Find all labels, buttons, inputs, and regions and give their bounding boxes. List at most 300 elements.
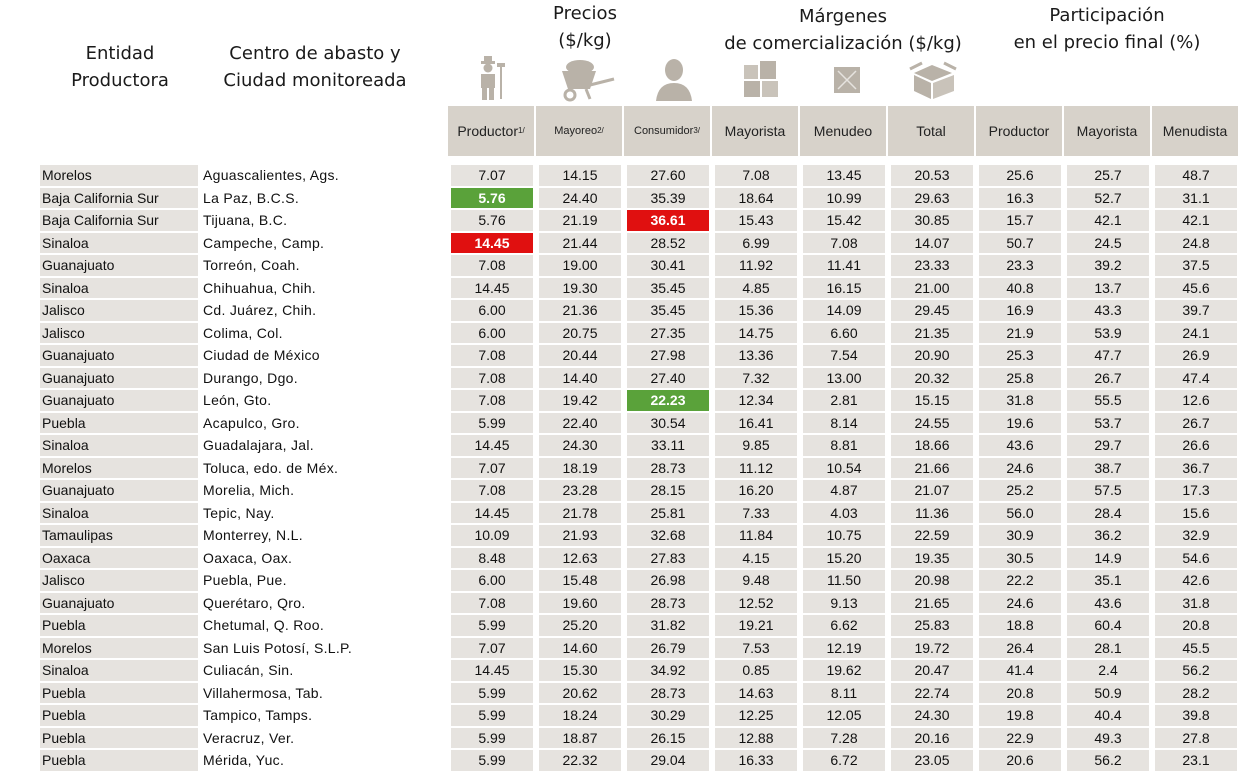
- entidad-cell: Guanajuato: [40, 255, 198, 276]
- ciudad-cell: Morelia, Mich.: [203, 482, 295, 498]
- value-cell: 20.44: [539, 345, 621, 366]
- value-cell: 14.45: [451, 233, 533, 254]
- value-cell: 50.9: [1067, 683, 1149, 704]
- header-margenes-line2: de comercialización ($/kg): [724, 33, 962, 54]
- entidad-cell: Guanajuato: [40, 345, 198, 366]
- value-cell: 26.79: [627, 638, 709, 659]
- value-cell: 10.54: [803, 458, 885, 479]
- value-cell: 5.99: [451, 683, 533, 704]
- ciudad-cell: Querétaro, Qro.: [203, 594, 306, 611]
- value-cell: 28.1: [1067, 638, 1149, 659]
- value-cell: 21.78: [539, 503, 621, 524]
- value-cell: 10.09: [451, 525, 533, 546]
- value-cell: 57.5: [1067, 480, 1149, 501]
- value-cell: 2.4: [1067, 660, 1149, 681]
- value-cell: 19.62: [803, 660, 885, 681]
- value-cell: 55.5: [1067, 390, 1149, 411]
- value-cell: 38.7: [1067, 458, 1149, 479]
- consumer-icon: [650, 55, 700, 103]
- value-cell: 20.75: [539, 323, 621, 344]
- entidad-cell: Puebla: [40, 705, 198, 726]
- value-cell: 47.4: [1155, 368, 1237, 389]
- value-cell: 24.55: [891, 413, 973, 434]
- ciudad-cell: Guadalajara, Jal.: [203, 437, 314, 453]
- value-cell: 23.05: [891, 750, 973, 771]
- ciudad-cell: San Luis Potosí, S.L.P.: [203, 639, 353, 656]
- box-icon: [908, 55, 958, 103]
- value-cell: 15.48: [539, 570, 621, 591]
- value-cell: 5.99: [451, 750, 533, 771]
- value-cell: 21.65: [891, 593, 973, 614]
- table-row: [0, 209, 1259, 232]
- value-cell: 12.05: [803, 705, 885, 726]
- value-cell: 29.04: [627, 750, 709, 771]
- value-cell: 20.62: [539, 683, 621, 704]
- value-cell: 8.81: [803, 435, 885, 456]
- value-cell: 6.62: [803, 615, 885, 636]
- value-cell: 25.3: [979, 345, 1061, 366]
- value-cell: 15.30: [539, 660, 621, 681]
- wheelbarrow-icon: [556, 55, 620, 103]
- value-cell: 43.6: [979, 435, 1061, 456]
- entidad-cell: Puebla: [40, 615, 198, 636]
- value-cell: 9.85: [715, 435, 797, 456]
- value-cell: 21.9: [979, 323, 1061, 344]
- table-row: [0, 412, 1259, 435]
- value-cell: 28.73: [627, 458, 709, 479]
- table-row: [0, 502, 1259, 525]
- value-cell: 30.9: [979, 525, 1061, 546]
- entidad-cell: Morelos: [40, 458, 198, 479]
- value-cell: 30.41: [627, 255, 709, 276]
- entidad-cell: Guanajuato: [40, 593, 198, 614]
- entidad-cell: Sinaloa: [40, 503, 198, 524]
- colhead-menudista: [1152, 106, 1238, 156]
- colhead-label: Productor: [457, 123, 519, 139]
- header-participacion-line1: Participación: [1049, 5, 1165, 26]
- colhead-mayorista-margen: [712, 106, 798, 156]
- value-cell: 8.14: [803, 413, 885, 434]
- value-cell: 19.8: [979, 705, 1061, 726]
- value-cell: 27.8: [1155, 728, 1237, 749]
- colhead-mayorista-participacion: [1064, 106, 1150, 156]
- entidad-cell: Morelos: [40, 165, 198, 186]
- value-cell: 21.36: [539, 300, 621, 321]
- table-row: [0, 727, 1259, 750]
- header-margenes-line1: Márgenes: [798, 6, 887, 27]
- value-cell: 56.0: [979, 503, 1061, 524]
- value-cell: 6.99: [715, 233, 797, 254]
- value-cell: 32.68: [627, 525, 709, 546]
- value-cell: 15.36: [715, 300, 797, 321]
- value-cell: 52.7: [1067, 188, 1149, 209]
- value-cell: 15.15: [891, 390, 973, 411]
- value-cell: 24.6: [979, 593, 1061, 614]
- value-cell: 42.1: [1067, 210, 1149, 231]
- value-cell: 53.7: [1067, 413, 1149, 434]
- retail-crate-icon: [828, 55, 878, 103]
- value-cell: 7.33: [715, 503, 797, 524]
- value-cell: 49.3: [1067, 728, 1149, 749]
- table-row: [0, 389, 1259, 412]
- value-cell: 12.25: [715, 705, 797, 726]
- value-cell: 7.53: [715, 638, 797, 659]
- value-cell: 30.5: [979, 548, 1061, 569]
- value-cell: 23.28: [539, 480, 621, 501]
- value-cell: 40.8: [979, 278, 1061, 299]
- table-row: [0, 704, 1259, 727]
- value-cell: 26.7: [1067, 368, 1149, 389]
- value-cell: 6.00: [451, 323, 533, 344]
- entidad-cell: Jalisco: [40, 323, 198, 344]
- value-cell: 35.45: [627, 278, 709, 299]
- value-cell: 22.74: [891, 683, 973, 704]
- value-cell: 15.42: [803, 210, 885, 231]
- ciudad-cell: Torreón, Coah.: [203, 257, 300, 273]
- value-cell: 24.30: [891, 705, 973, 726]
- value-cell: 27.60: [627, 165, 709, 186]
- colhead-label: Mayoreo: [554, 125, 598, 137]
- value-cell: 27.83: [627, 548, 709, 569]
- header-entidad-line2: Productora: [71, 70, 169, 91]
- value-cell: 16.9: [979, 300, 1061, 321]
- value-cell: 11.36: [891, 503, 973, 524]
- value-cell: 7.08: [451, 255, 533, 276]
- value-cell: 15.43: [715, 210, 797, 231]
- entidad-cell: Jalisco: [40, 300, 198, 321]
- ciudad-cell: Aguascalientes, Ags.: [203, 167, 339, 183]
- header-centro-line1: Centro de abasto y: [229, 43, 401, 64]
- ciudad-cell: Chihuahua, Chih.: [203, 279, 316, 296]
- value-cell: 18.19: [539, 458, 621, 479]
- value-cell: 2.81: [803, 390, 885, 411]
- table-row: [0, 682, 1259, 705]
- colhead-label: Mayorista: [1076, 123, 1138, 139]
- value-cell: 33.11: [627, 435, 709, 456]
- value-cell: 19.21: [715, 615, 797, 636]
- value-cell: 19.00: [539, 255, 621, 276]
- value-cell: 28.73: [627, 683, 709, 704]
- table-row: [0, 524, 1259, 547]
- value-cell: 7.08: [803, 233, 885, 254]
- entidad-cell: Guanajuato: [40, 480, 198, 501]
- value-cell: 25.7: [1067, 165, 1149, 186]
- value-cell: 24.40: [539, 188, 621, 209]
- entidad-cell: Sinaloa: [40, 435, 198, 456]
- value-cell: 19.30: [539, 278, 621, 299]
- ciudad-cell: Tampico, Tamps.: [203, 707, 313, 723]
- value-cell: 12.52: [715, 593, 797, 614]
- value-cell: 11.92: [715, 255, 797, 276]
- value-cell: 24.6: [979, 458, 1061, 479]
- value-cell: 27.35: [627, 323, 709, 344]
- value-cell: 9.48: [715, 570, 797, 591]
- value-cell: 6.00: [451, 570, 533, 591]
- entidad-cell: Baja California Sur: [40, 188, 198, 209]
- value-cell: 25.6: [979, 165, 1061, 186]
- ciudad-cell: León, Gto.: [203, 392, 272, 408]
- value-cell: 19.42: [539, 390, 621, 411]
- value-cell: 56.2: [1067, 750, 1149, 771]
- value-cell: 35.39: [627, 188, 709, 209]
- value-cell: 39.8: [1155, 705, 1237, 726]
- entidad-cell: Tamaulipas: [40, 525, 198, 546]
- value-cell: 30.85: [891, 210, 973, 231]
- table-row: [0, 569, 1259, 592]
- value-cell: 16.41: [715, 413, 797, 434]
- value-cell: 11.12: [715, 458, 797, 479]
- value-cell: 45.5: [1155, 638, 1237, 659]
- ciudad-cell: Acapulco, Gro.: [203, 414, 300, 431]
- value-cell: 53.9: [1067, 323, 1149, 344]
- value-cell: 43.6: [1067, 593, 1149, 614]
- value-cell: 13.45: [803, 165, 885, 186]
- value-cell: 15.6: [1155, 503, 1237, 524]
- warehouse-icon: [740, 55, 790, 103]
- value-cell: 12.34: [715, 390, 797, 411]
- entidad-cell: Sinaloa: [40, 233, 198, 254]
- colhead-label: Menudista: [1162, 123, 1228, 139]
- value-cell: 5.99: [451, 728, 533, 749]
- value-cell: 48.7: [1155, 165, 1237, 186]
- value-cell: 14.45: [451, 278, 533, 299]
- value-cell: 7.08: [451, 480, 533, 501]
- value-cell: 7.07: [451, 638, 533, 659]
- value-cell: 11.50: [803, 570, 885, 591]
- table-row: [0, 479, 1259, 502]
- value-cell: 18.24: [539, 705, 621, 726]
- table-row: [0, 592, 1259, 615]
- value-cell: 18.64: [715, 188, 797, 209]
- value-cell: 16.3: [979, 188, 1061, 209]
- ciudad-cell: Colima, Col.: [203, 324, 283, 341]
- ciudad-cell: Monterrey, N.L.: [203, 527, 303, 543]
- ciudad-cell: Toluca, edo. de Méx.: [203, 459, 339, 476]
- header-centro-line2: Ciudad monitoreada: [223, 70, 407, 91]
- value-cell: 24.5: [1067, 233, 1149, 254]
- value-cell: 4.87: [803, 480, 885, 501]
- value-cell: 21.00: [891, 278, 973, 299]
- header-entidad-line1: Entidad: [85, 43, 155, 64]
- value-cell: 24.30: [539, 435, 621, 456]
- value-cell: 26.98: [627, 570, 709, 591]
- value-cell: 20.32: [891, 368, 973, 389]
- header-margenes: [712, 3, 974, 57]
- colhead-mayoreo: Mayoreo 2/: [536, 106, 622, 156]
- value-cell: 21.19: [539, 210, 621, 231]
- colhead-label: Consumidor: [634, 125, 694, 137]
- value-cell: 7.08: [715, 165, 797, 186]
- entidad-cell: Morelos: [40, 638, 198, 659]
- value-cell: 20.90: [891, 345, 973, 366]
- value-cell: 26.6: [1155, 435, 1237, 456]
- entidad-cell: Sinaloa: [40, 660, 198, 681]
- value-cell: 7.08: [451, 593, 533, 614]
- colhead-label: Productor: [988, 123, 1050, 139]
- entidad-cell: Sinaloa: [40, 278, 198, 299]
- entidad-cell: Guanajuato: [40, 368, 198, 389]
- value-cell: 14.45: [451, 660, 533, 681]
- table-row: [0, 659, 1259, 682]
- ciudad-cell: Tijuana, B.C.: [203, 212, 288, 228]
- table-row: [0, 637, 1259, 660]
- value-cell: 19.35: [891, 548, 973, 569]
- value-cell: 19.72: [891, 638, 973, 659]
- value-cell: 15.20: [803, 548, 885, 569]
- value-cell: 18.8: [979, 615, 1061, 636]
- value-cell: 47.7: [1067, 345, 1149, 366]
- entidad-cell: Oaxaca: [40, 548, 198, 569]
- value-cell: 20.47: [891, 660, 973, 681]
- value-cell: 16.33: [715, 750, 797, 771]
- value-cell: 25.81: [627, 503, 709, 524]
- ciudad-cell: Cd. Juárez, Chih.: [203, 302, 317, 318]
- table-row: [0, 749, 1259, 772]
- value-cell: 31.8: [979, 390, 1061, 411]
- header-precios: [535, 0, 635, 54]
- value-cell: 17.3: [1155, 480, 1237, 501]
- value-cell: 31.8: [1155, 593, 1237, 614]
- value-cell: 29.45: [891, 300, 973, 321]
- value-cell: 6.72: [803, 750, 885, 771]
- value-cell: 13.36: [715, 345, 797, 366]
- value-cell: 21.93: [539, 525, 621, 546]
- table-row: [0, 457, 1259, 480]
- value-cell: 30.54: [627, 413, 709, 434]
- value-cell: 45.6: [1155, 278, 1237, 299]
- ciudad-cell: Mérida, Yuc.: [203, 752, 285, 768]
- colhead-label: Menudeo: [813, 123, 873, 139]
- value-cell: 60.4: [1067, 615, 1149, 636]
- value-cell: 5.76: [451, 210, 533, 231]
- entidad-cell: Jalisco: [40, 570, 198, 591]
- ciudad-cell: Puebla, Pue.: [203, 572, 287, 588]
- header-precios-line2: ($/kg): [558, 30, 612, 51]
- colhead-total: [888, 106, 974, 156]
- value-cell: 7.08: [451, 368, 533, 389]
- header-participacion: [976, 2, 1238, 56]
- value-cell: 28.73: [627, 593, 709, 614]
- value-cell: 50.7: [979, 233, 1061, 254]
- ciudad-cell: Veracruz, Ver.: [203, 729, 295, 746]
- value-cell: 12.63: [539, 548, 621, 569]
- value-cell: 7.54: [803, 345, 885, 366]
- value-cell: 23.1: [1155, 750, 1237, 771]
- value-cell: 12.6: [1155, 390, 1237, 411]
- value-cell: 21.35: [891, 323, 973, 344]
- value-cell: 14.09: [803, 300, 885, 321]
- value-cell: 27.98: [627, 345, 709, 366]
- value-cell: 5.99: [451, 413, 533, 434]
- value-cell: 14.45: [451, 503, 533, 524]
- value-cell: 13.7: [1067, 278, 1149, 299]
- value-cell: 7.07: [451, 165, 533, 186]
- value-cell: 29.63: [891, 188, 973, 209]
- value-cell: 40.4: [1067, 705, 1149, 726]
- value-cell: 20.98: [891, 570, 973, 591]
- value-cell: 54.6: [1155, 548, 1237, 569]
- value-cell: 26.7: [1155, 413, 1237, 434]
- table-row: [0, 254, 1259, 277]
- table-row: [0, 187, 1259, 210]
- value-cell: 12.19: [803, 638, 885, 659]
- value-cell: 25.2: [979, 480, 1061, 501]
- value-cell: 20.8: [979, 683, 1061, 704]
- value-cell: 7.32: [715, 368, 797, 389]
- value-cell: 43.3: [1067, 300, 1149, 321]
- value-cell: 0.85: [715, 660, 797, 681]
- farmer-icon: [468, 55, 518, 103]
- value-cell: 22.2: [979, 570, 1061, 591]
- entidad-cell: Baja California Sur: [40, 210, 198, 231]
- table-row: [0, 299, 1259, 322]
- value-cell: 42.6: [1155, 570, 1237, 591]
- ciudad-cell: Campeche, Camp.: [203, 234, 325, 251]
- value-cell: 36.7: [1155, 458, 1237, 479]
- colhead-label: Total: [916, 123, 946, 139]
- value-cell: 19.6: [979, 413, 1061, 434]
- value-cell: 31.1: [1155, 188, 1237, 209]
- value-cell: 22.59: [891, 525, 973, 546]
- value-cell: 11.41: [803, 255, 885, 276]
- value-cell: 21.07: [891, 480, 973, 501]
- value-cell: 4.85: [715, 278, 797, 299]
- colhead-label: Mayorista: [724, 123, 786, 139]
- value-cell: 25.20: [539, 615, 621, 636]
- value-cell: 14.40: [539, 368, 621, 389]
- value-cell: 11.84: [715, 525, 797, 546]
- table-row: [0, 164, 1259, 187]
- value-cell: 14.63: [715, 683, 797, 704]
- value-cell: 23.33: [891, 255, 973, 276]
- value-cell: 35.45: [627, 300, 709, 321]
- value-cell: 31.82: [627, 615, 709, 636]
- value-cell: 20.53: [891, 165, 973, 186]
- value-cell: 10.99: [803, 188, 885, 209]
- value-cell: 20.6: [979, 750, 1061, 771]
- value-cell: 56.2: [1155, 660, 1237, 681]
- value-cell: 39.7: [1155, 300, 1237, 321]
- ciudad-cell: Oaxaca, Oax.: [203, 549, 293, 566]
- value-cell: 22.32: [539, 750, 621, 771]
- value-cell: 36.61: [627, 210, 709, 231]
- value-cell: 34.92: [627, 660, 709, 681]
- ciudad-cell: La Paz, B.C.S.: [203, 189, 300, 206]
- value-cell: 26.4: [979, 638, 1061, 659]
- value-cell: 37.5: [1155, 255, 1237, 276]
- value-cell: 22.40: [539, 413, 621, 434]
- colhead-productor-participacion: [976, 106, 1062, 156]
- value-cell: 4.03: [803, 503, 885, 524]
- table-row: [0, 344, 1259, 367]
- value-cell: 25.8: [979, 368, 1061, 389]
- value-cell: 32.9: [1155, 525, 1237, 546]
- value-cell: 24.1: [1155, 323, 1237, 344]
- value-cell: 7.08: [451, 390, 533, 411]
- value-cell: 26.15: [627, 728, 709, 749]
- ciudad-cell: Durango, Dgo.: [203, 369, 298, 386]
- value-cell: 22.23: [627, 390, 709, 411]
- value-cell: 14.45: [451, 435, 533, 456]
- value-cell: 7.08: [451, 345, 533, 366]
- value-cell: 20.8: [1155, 615, 1237, 636]
- value-cell: 18.87: [539, 728, 621, 749]
- value-cell: 18.66: [891, 435, 973, 456]
- table-row: [0, 547, 1259, 570]
- colhead-menudeo: [800, 106, 886, 156]
- ciudad-cell: Tepic, Nay.: [203, 504, 275, 521]
- value-cell: 5.99: [451, 615, 533, 636]
